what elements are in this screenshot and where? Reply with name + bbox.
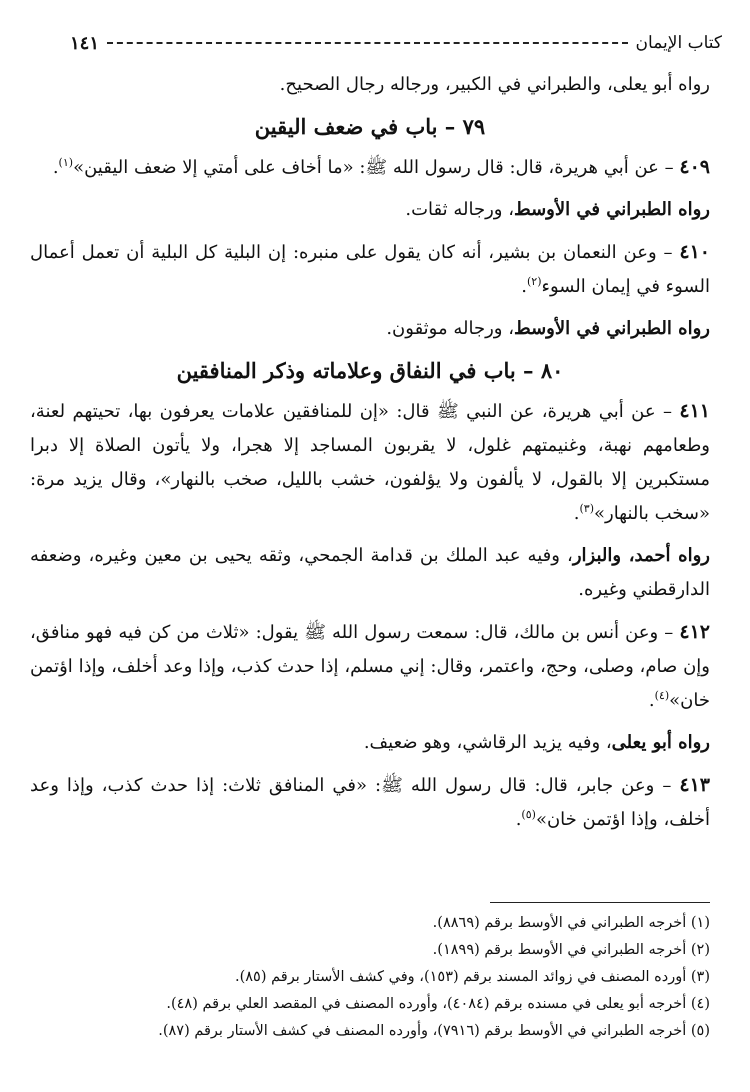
hadith-text: – عن أبي هريرة، قال: قال رسول الله ﷺ: «ما أخاف على أمتي إلا ضعف اليقين»	[73, 157, 674, 178]
footnote: (٣) أورده المصنف في زوائد المسند برقم (١٥٣)، وفي كشف الأستار برقم (٨٥).	[234, 969, 710, 985]
hadith-paragraph: ٤١١ – عن أبي هريرة، عن النبي ﷺ قال: «إن للمنافقين علامات يعرفون بها، تحيتهم لعنة، وطعامهم نهبة، وغنيمتهم غلول، لا يقربون المساجد إلا هجرا، ولا يأتون الصلاة إلا دبرا مستكبرين إلا بالقول، لا يألفون ولا يؤلفون، خشب بالليل، صخب بالنهار»، وقال يزيد مرة: «سخب بالنهار»$^{(٣)}$.	[30, 400, 710, 524]
hadith-text: – وعن أنس بن مالك، قال: سمعت رسول الله ﷺ يقول: «ثلاث من كن فيه فهو منافق، وإن صام، وصلى، وحج، واعتمر، وقال: إني مسلم، إذا حدث كذب، وإذا وعد أخلف، وإذا اؤتمن خان»	[30, 622, 710, 711]
footnote-ref: (٢)	[526, 275, 542, 288]
footnote-ref: (٥)	[521, 808, 536, 821]
running-header	[70, 30, 722, 56]
header-dashed-rule	[107, 42, 628, 44]
source-name: رواه الطبراني في الأوسط	[514, 318, 710, 339]
hadith-paragraph: ٤١٠ – وعن النعمان بن بشير، أنه كان يقول على منبره: إن البلية كل البلية أن تعمل أعمال السوء في إيمان السوء$^{(٢)}$.	[30, 241, 710, 297]
hadith-text: – وعن جابر، قال: قال رسول الله ﷺ: «في المنافق ثلاث: إذا حدث كذب، وإذا وعد أخلف، وإذا اؤتمن خان»	[30, 775, 710, 830]
attribution-line: رواه أحمد، والبزار، وفيه عبد الملك بن قدامة الجمحي، وثقه يحيى بن معين وغيره، وضعفه الدارقطني وغيره.	[30, 545, 710, 600]
footnote-ref: (٣)	[579, 502, 594, 515]
source-name: رواه الطبراني في الأوسط	[514, 199, 710, 220]
attribution-line: رواه أبو يعلى، وفيه يزيد الرقاشي، وهو ضعيف.	[363, 732, 710, 753]
hadith-text: – وعن النعمان بن بشير، أنه كان يقول على منبره: إن البلية كل البلية أن تعمل أعمال السوء في إيمان السوء	[30, 242, 710, 297]
page-number: ١٤١	[70, 32, 100, 54]
hadith-paragraph: ٤١٢ – وعن أنس بن مالك، قال: سمعت رسول الله ﷺ يقول: «ثلاث من كن فيه فهو منافق، وإن صام، وصلى، وحج، واعتمر، وقال: إني مسلم، إذا حدث كذب، وإذا وعد أخلف، وإذا اؤتمن خان»$^{(٤)}$.	[30, 621, 710, 711]
footnotes	[40, 910, 710, 1045]
footnote-separator	[490, 902, 710, 903]
attribution-line: رواه أبو يعلى، والطبراني في الكبير، ورجاله رجال الصحيح.	[279, 74, 710, 95]
attribution-line: رواه الطبراني في الأوسط، ورجاله ثقات.	[405, 199, 710, 220]
hadith-paragraph: ٤٠٩ – عن أبي هريرة، قال: قال رسول الله ﷺ: «ما أخاف على أمتي إلا ضعف اليقين»$^{(١)}$.	[52, 156, 710, 178]
chapter-heading: ٧٩ – باب في ضعف اليقين	[254, 114, 486, 139]
chapter-heading: ٨٠ – باب في النفاق وعلاماته وذكر المنافقين	[176, 358, 564, 383]
footnote: (٤) أخرجه أبو يعلى في مسنده برقم (٤٠٨٤)، وأورده المصنف في المقصد العلي برقم (٤٨).	[166, 996, 710, 1012]
main-text	[30, 68, 710, 845]
source-name: رواه أحمد، والبزار	[572, 545, 710, 566]
footnote: (٥) أخرجه الطبراني في الأوسط برقم (٧٩١٦)، وأورده المصنف في كشف الأستار برقم (٨٧).	[158, 1023, 710, 1039]
book-title: كتاب الإيمان	[635, 33, 722, 53]
hadith-number: ٤١٣	[679, 774, 710, 796]
footnote: (٢) أخرجه الطبراني في الأوسط برقم (١٨٩٩).	[432, 942, 710, 958]
hadith-number: ٤١١	[679, 400, 710, 422]
footnote-ref: (٤)	[654, 689, 670, 702]
footnote: (١) أخرجه الطبراني في الأوسط برقم (٨٨٦٩).	[432, 915, 710, 931]
footnote-ref: (١)	[58, 156, 74, 169]
hadith-paragraph: ٤١٣ – وعن جابر، قال: قال رسول الله ﷺ: «في المنافق ثلاث: إذا حدث كذب، وإذا وعد أخلف، وإذا اؤتمن خان»$^{(٥)}$.	[30, 774, 710, 830]
hadith-text: – عن أبي هريرة، عن النبي ﷺ قال: «إن للمنافقين علامات يعرفون بها، تحيتهم لعنة، وطعامهم نهبة، وغنيمتهم غلول، لا يقربون المساجد إلا هجرا، ولا يأتون الصلاة إلا دبرا مستكبرين إلا بالقول، لا يألفون ولا يؤلفون، خشب بالليل، صخب بالنهار»، وقال يزيد مرة: «سخب بالنهار»	[30, 401, 710, 524]
hadith-number: ٤١٠	[679, 241, 710, 263]
source-name: رواه أبو يعلى	[611, 732, 710, 753]
hadith-number: ٤١٢	[679, 621, 710, 643]
attribution-line: رواه الطبراني في الأوسط، ورجاله موثقون.	[386, 318, 710, 339]
hadith-number: ٤٠٩	[679, 156, 710, 178]
